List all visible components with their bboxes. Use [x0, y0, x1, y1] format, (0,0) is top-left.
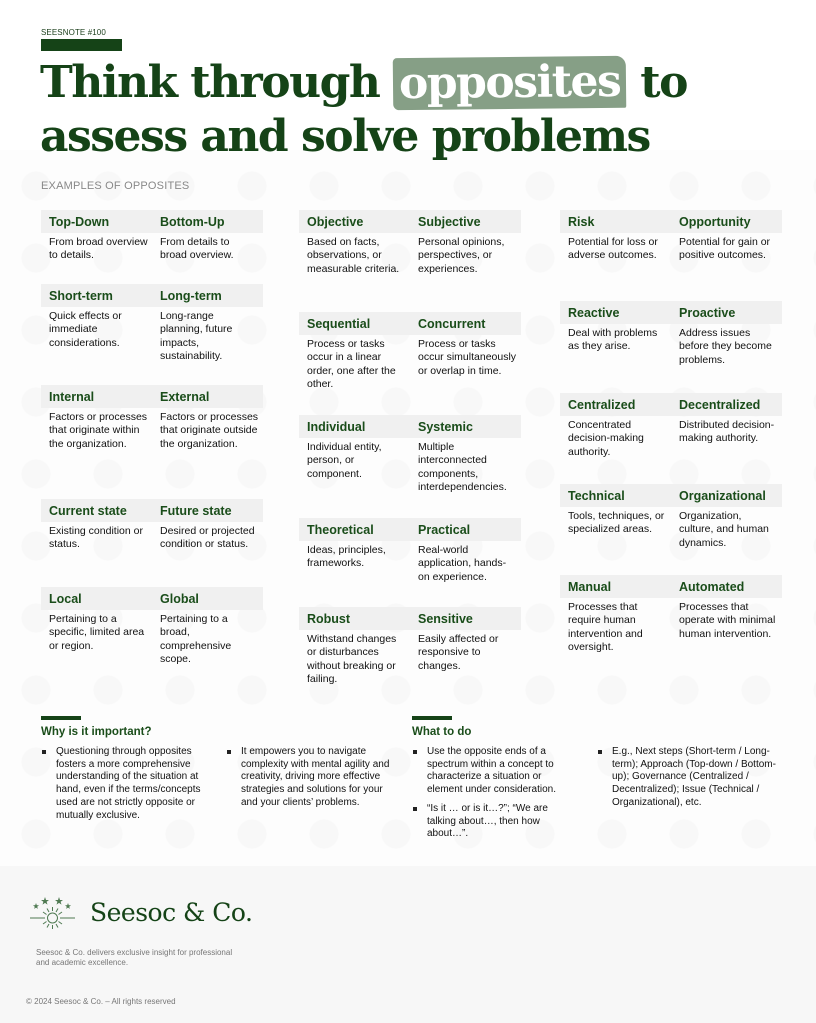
why-section [41, 716, 152, 738]
desc-left: Deal with problems as they arise. [568, 327, 658, 353]
opposite-pair [299, 415, 521, 494]
desc-right: Easily affected or responsive to changes. [418, 633, 499, 672]
term-right: Automated [679, 579, 745, 594]
what-bullets-col-1 [412, 746, 572, 847]
desc-right: Potential for gain or positive outcomes. [679, 236, 771, 262]
desc-right: Processes that operate with minimal human intervention. [679, 601, 776, 640]
term-left: Robust [307, 611, 351, 626]
opposite-pair [299, 518, 521, 584]
desc-right: Desired or projected condition or status. [160, 525, 255, 551]
term-right: Global [160, 591, 199, 606]
sun-stars-logo-icon [28, 895, 78, 935]
desc-right: Address issues before they become problems. [679, 327, 772, 366]
page-title [40, 56, 800, 164]
term-left: Centralized [568, 397, 636, 412]
desc-right: Organization, culture, and human dynamics. [679, 510, 769, 549]
desc-left: Pertaining to a specific, limited area or region. [49, 613, 145, 652]
term-right: Proactive [679, 305, 736, 320]
what-accent-bar [412, 716, 452, 720]
term-right: Opportunity [679, 214, 751, 229]
term-right: Long-term [160, 288, 222, 303]
term-left: Top-Down [49, 214, 110, 229]
what-title: What to do [412, 726, 472, 738]
title-highlight: opposites [393, 56, 627, 110]
why-bullet: It empowers you to navigate complexity with mental agility and creativity, driving more effective strategies and solutions for your and your clients’ problems. [226, 746, 396, 810]
opposite-pair [560, 575, 782, 654]
desc-right: Process or tasks occur simultaneously or overlap in time. [418, 338, 517, 377]
desc-left: Existing condition or status. [49, 525, 143, 551]
term-right: Practical [418, 522, 471, 537]
term-left: Individual [307, 419, 366, 434]
opposite-pair [41, 284, 263, 363]
why-bullet: Questioning through opposites fosters a more comprehensive understanding of the situation at hand, even if the terms/concepts used are not strictly opposite or mutually exclusive. [41, 746, 221, 822]
opposite-pair [560, 484, 782, 550]
opposite-pair [299, 210, 521, 276]
desc-right: From details to broad overview. [160, 236, 234, 262]
desc-right: Multiple interconnected components, interdependencies. [418, 441, 507, 493]
term-right: Decentralized [679, 397, 761, 412]
term-right: Bottom-Up [160, 214, 225, 229]
term-left: Short-term [49, 288, 113, 303]
desc-left: Potential for loss or adverse outcomes. [568, 236, 658, 262]
desc-left: Factors or processes that originate within the organization. [49, 411, 148, 450]
term-right: Future state [160, 503, 232, 518]
desc-left: Processes that require human intervention and oversight. [568, 601, 643, 653]
term-left: Internal [49, 389, 95, 404]
term-left: Current state [49, 503, 127, 518]
term-right: Systemic [418, 419, 473, 434]
term-right: Subjective [418, 214, 481, 229]
opposite-pair [560, 301, 782, 367]
desc-right: Real-world application, hands-on experience. [418, 544, 507, 583]
desc-left: Tools, techniques, or specialized areas. [568, 510, 665, 536]
desc-left: Individual entity, person, or component. [307, 441, 382, 480]
term-left: Local [49, 591, 82, 606]
term-left: Reactive [568, 305, 620, 320]
what-bullet: Use the opposite ends of a spectrum within a concept to characterize a situation or element under consideration. [412, 746, 572, 797]
term-left: Objective [307, 214, 364, 229]
what-bullet: “Is it … or is it…?”; “We are talking about…, then how about…”. [412, 803, 572, 841]
what-bullet: E.g., Next steps (Short-term / Long-term); Approach (Top-down / Bottom-up); Governance (Centralized / Decentralized); Issue (Technical / Organizational), etc. [597, 746, 779, 810]
desc-left: Ideas, principles, frameworks. [307, 544, 386, 570]
opposite-pair [41, 210, 263, 263]
term-right: Concurrent [418, 316, 486, 331]
section-label: EXAMPLES OF OPPOSITES [41, 180, 190, 192]
why-bullets-col-2 [226, 746, 396, 816]
term-right: Organizational [679, 488, 766, 503]
desc-left: Withstand changes or disturbances without breaking or failing. [307, 633, 397, 685]
desc-right: Long-range planning, future impacts, sustainability. [160, 310, 233, 362]
term-left: Sequential [307, 316, 371, 331]
desc-left: Based on facts, observations, or measurable criteria. [307, 236, 400, 275]
term-left: Theoretical [307, 522, 374, 537]
opposite-pair [41, 587, 263, 666]
series-bar [41, 39, 122, 51]
brand-tagline: Seesoc & Co. delivers exclusive insight for professional and academic excellence. [36, 948, 233, 967]
opposite-pair [41, 499, 263, 552]
what-section [412, 716, 471, 738]
term-left: Technical [568, 488, 625, 503]
term-left: Risk [568, 214, 595, 229]
desc-left: Concentrated decision-making authority. [568, 419, 644, 458]
title-part-1: Think through [40, 57, 394, 108]
term-right: Sensitive [418, 611, 473, 626]
why-accent-bar [41, 716, 81, 720]
why-title: Why is it important? [41, 726, 152, 738]
term-right: External [160, 389, 210, 404]
opposite-pair [560, 210, 782, 263]
desc-left: From broad overview to details. [49, 236, 148, 262]
series-label: SEESNOTE #100 [41, 28, 106, 37]
copyright: © 2024 Seesoc & Co. – All rights reserved [26, 997, 176, 1006]
what-bullets-col-2 [597, 746, 779, 816]
opposite-pair [299, 607, 521, 686]
opposite-pair [41, 385, 263, 451]
desc-right: Personal opinions, perspectives, or experiences. [418, 236, 505, 275]
why-bullets-col-1 [41, 746, 221, 828]
opposite-pair [560, 393, 782, 459]
desc-left: Process or tasks occur in a linear order, one after the other. [307, 338, 396, 390]
brand-name: Seesoc & Co. [90, 898, 253, 927]
opposite-pair [299, 312, 521, 391]
title-part-2: to assess and solve problems [40, 57, 687, 162]
desc-right: Pertaining to a broad, comprehensive scope. [160, 613, 232, 665]
desc-left: Quick effects or immediate considerations. [49, 310, 122, 349]
desc-right: Distributed decision-making authority. [679, 419, 775, 445]
term-left: Manual [568, 579, 612, 594]
desc-right: Factors or processes that originate outside the organization. [160, 411, 259, 450]
